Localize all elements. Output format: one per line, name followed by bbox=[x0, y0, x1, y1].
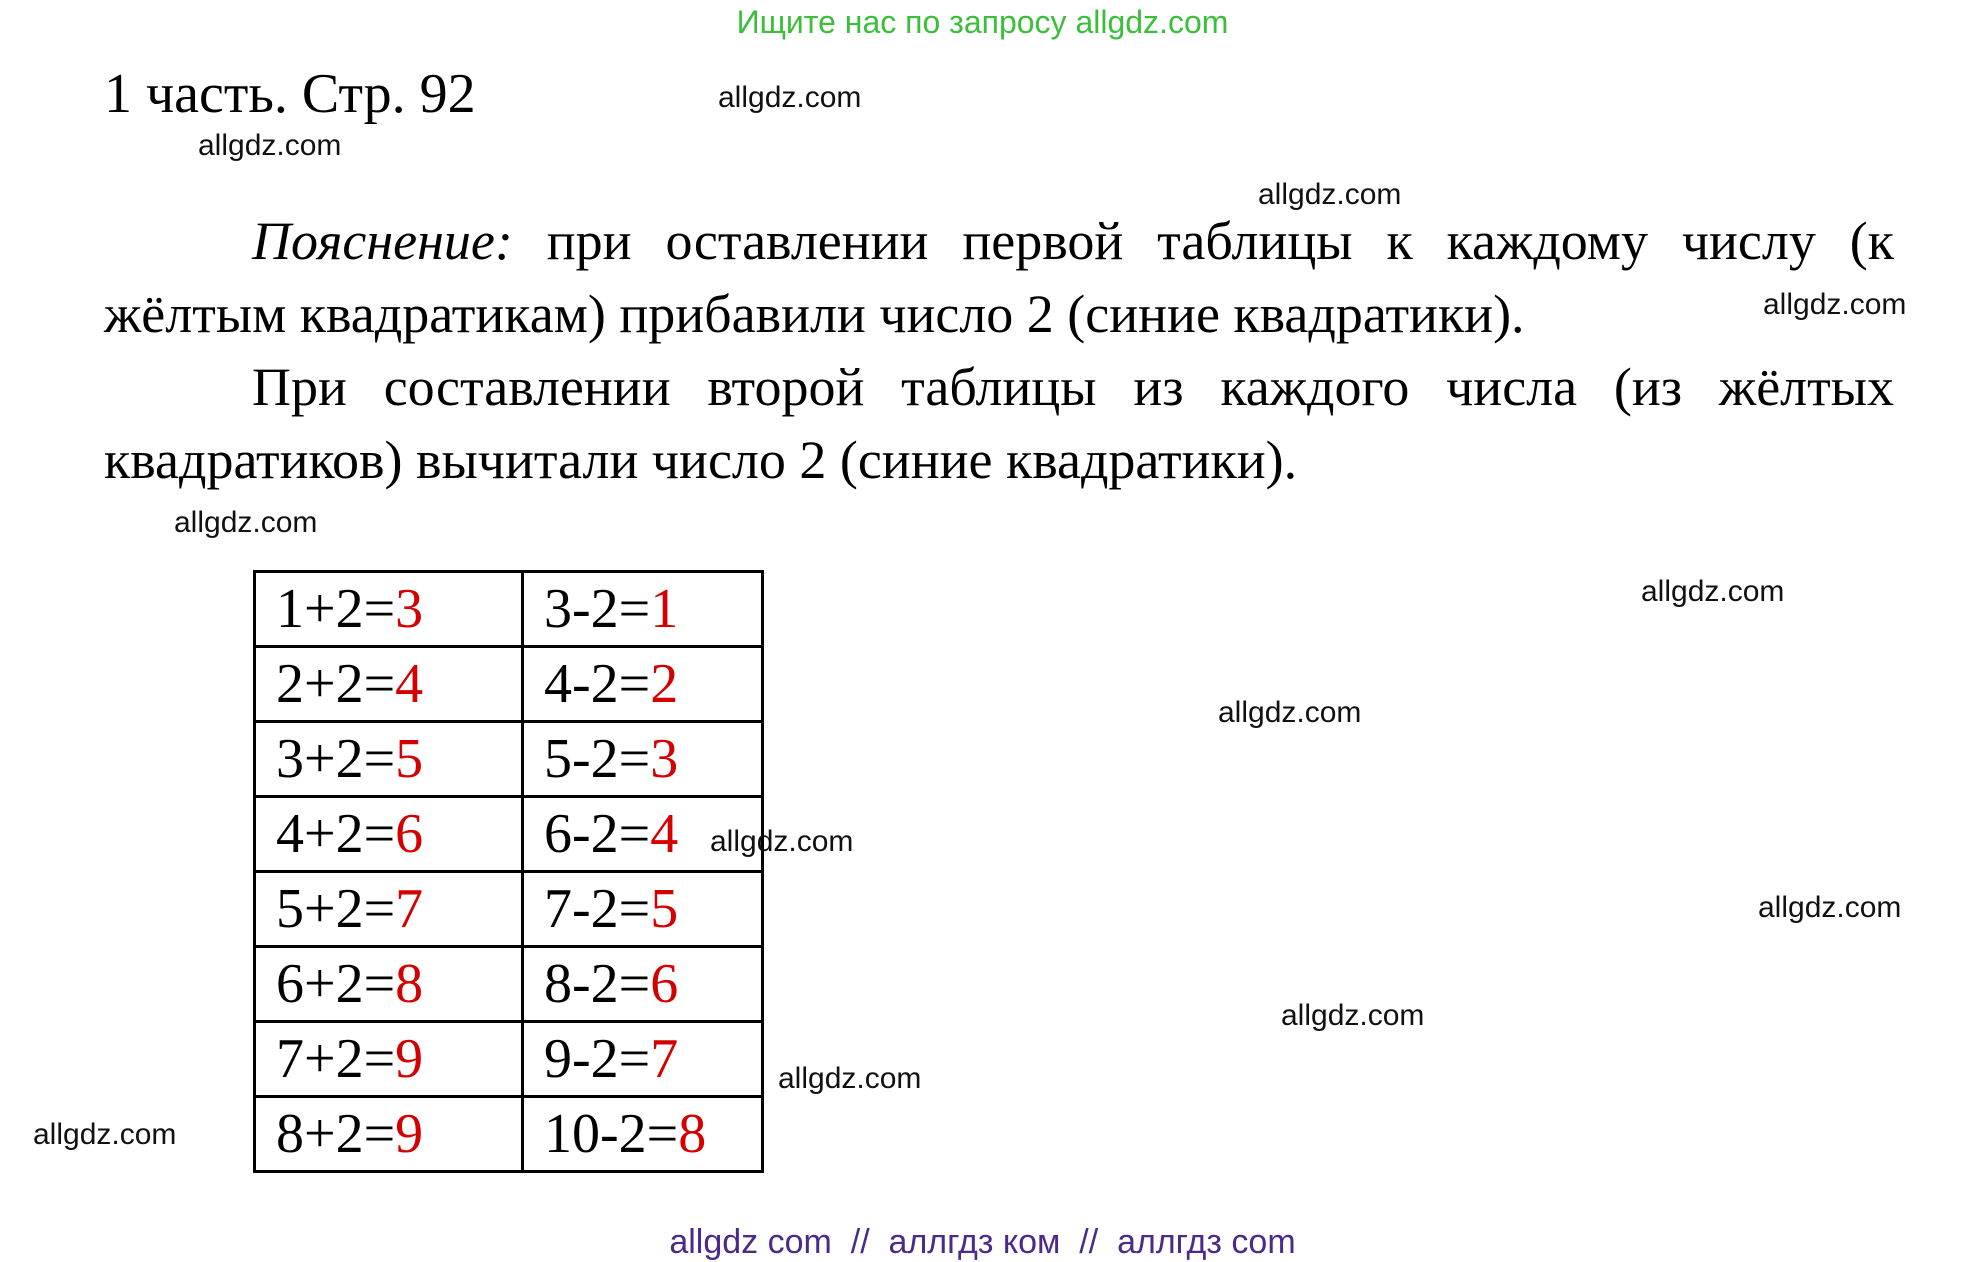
answer: 9 bbox=[395, 1028, 424, 1090]
subtraction-cell bbox=[523, 1022, 763, 1097]
expression: 5+2= bbox=[276, 878, 396, 940]
table-row bbox=[255, 647, 763, 722]
explanation-paragraph-1 bbox=[104, 205, 1894, 351]
answer: 9 bbox=[395, 1103, 424, 1165]
addition-cell bbox=[255, 1097, 523, 1172]
expression: 4+2= bbox=[276, 803, 396, 865]
expression: 6-2= bbox=[544, 803, 651, 865]
expression: 4-2= bbox=[544, 653, 651, 715]
answer: 5 bbox=[650, 878, 679, 940]
explanation-label: Пояснение: bbox=[252, 211, 513, 271]
expression: 1+2= bbox=[276, 578, 396, 640]
table-row bbox=[255, 572, 763, 647]
addition-cell bbox=[255, 722, 523, 797]
explanation-paragraph-2: При составлении второй таблицы из каждого числа (из жёлтых квадратиков) вычитали число 2 (синие квадратики). bbox=[104, 357, 1894, 490]
table-row bbox=[255, 1022, 763, 1097]
subtraction-cell bbox=[523, 572, 763, 647]
table-row bbox=[255, 797, 763, 872]
answer: 1 bbox=[650, 578, 679, 640]
subtraction-cell bbox=[523, 647, 763, 722]
subtraction-cell bbox=[523, 947, 763, 1022]
answer: 5 bbox=[395, 728, 424, 790]
addition-cell bbox=[255, 1022, 523, 1097]
explanation-body-1: при оставлении первой таблицы к каждому числу (к жёлтым квадратикам) прибавили число 2 (синие квадратики). bbox=[104, 211, 1894, 344]
table-row bbox=[255, 1097, 763, 1172]
expression: 7+2= bbox=[276, 1028, 396, 1090]
watermark: allgdz.com bbox=[1763, 288, 1907, 321]
watermark: allgdz.com bbox=[718, 81, 862, 114]
table-row bbox=[255, 872, 763, 947]
watermark: allgdz.com bbox=[1281, 999, 1425, 1032]
answer: 7 bbox=[395, 878, 424, 940]
watermark: allgdz.com bbox=[1258, 178, 1402, 211]
answer: 7 bbox=[650, 1028, 679, 1090]
watermark: allgdz.com bbox=[710, 825, 854, 858]
expression: 9-2= bbox=[544, 1028, 651, 1090]
table-row bbox=[255, 947, 763, 1022]
watermark: allgdz.com bbox=[1758, 891, 1902, 924]
expression: 3+2= bbox=[276, 728, 396, 790]
answer: 8 bbox=[678, 1103, 707, 1165]
answer: 6 bbox=[650, 953, 679, 1015]
subtraction-cell bbox=[523, 872, 763, 947]
search-banner: Ищите нас по запросу allgdz.com bbox=[736, 4, 1229, 40]
addition-cell bbox=[255, 647, 523, 722]
expression: 10-2= bbox=[544, 1103, 679, 1165]
expression: 2+2= bbox=[276, 653, 396, 715]
addition-cell bbox=[255, 947, 523, 1022]
explanation-text bbox=[104, 205, 1894, 497]
subtraction-cell bbox=[523, 722, 763, 797]
addition-cell bbox=[255, 872, 523, 947]
addition-cell bbox=[255, 572, 523, 647]
watermark: allgdz.com bbox=[198, 129, 342, 162]
answer: 3 bbox=[395, 578, 424, 640]
watermark: allgdz.com bbox=[33, 1118, 177, 1151]
expression: 7-2= bbox=[544, 878, 651, 940]
subtraction-cell bbox=[523, 1097, 763, 1172]
answer: 4 bbox=[395, 653, 424, 715]
expression: 5-2= bbox=[544, 728, 651, 790]
expression: 3-2= bbox=[544, 578, 651, 640]
expression: 8+2= bbox=[276, 1103, 396, 1165]
watermark: allgdz.com bbox=[1641, 575, 1785, 608]
equation-table-container bbox=[253, 570, 764, 1173]
answer: 6 bbox=[395, 803, 424, 865]
equation-table bbox=[253, 570, 764, 1173]
expression: 8-2= bbox=[544, 953, 651, 1015]
answer: 3 bbox=[650, 728, 679, 790]
answer: 2 bbox=[650, 653, 679, 715]
addition-cell bbox=[255, 797, 523, 872]
answer: 4 bbox=[650, 803, 679, 865]
watermark: allgdz.com bbox=[174, 506, 318, 539]
answer: 8 bbox=[395, 953, 424, 1015]
watermark: allgdz.com bbox=[1218, 696, 1362, 729]
table-row bbox=[255, 722, 763, 797]
watermark: allgdz.com bbox=[778, 1062, 922, 1095]
page-title: 1 часть. Стр. 92 bbox=[104, 63, 476, 125]
footer-watermark: allgdz com // аллгдз ком // аллгдз com bbox=[669, 1223, 1296, 1261]
expression: 6+2= bbox=[276, 953, 396, 1015]
